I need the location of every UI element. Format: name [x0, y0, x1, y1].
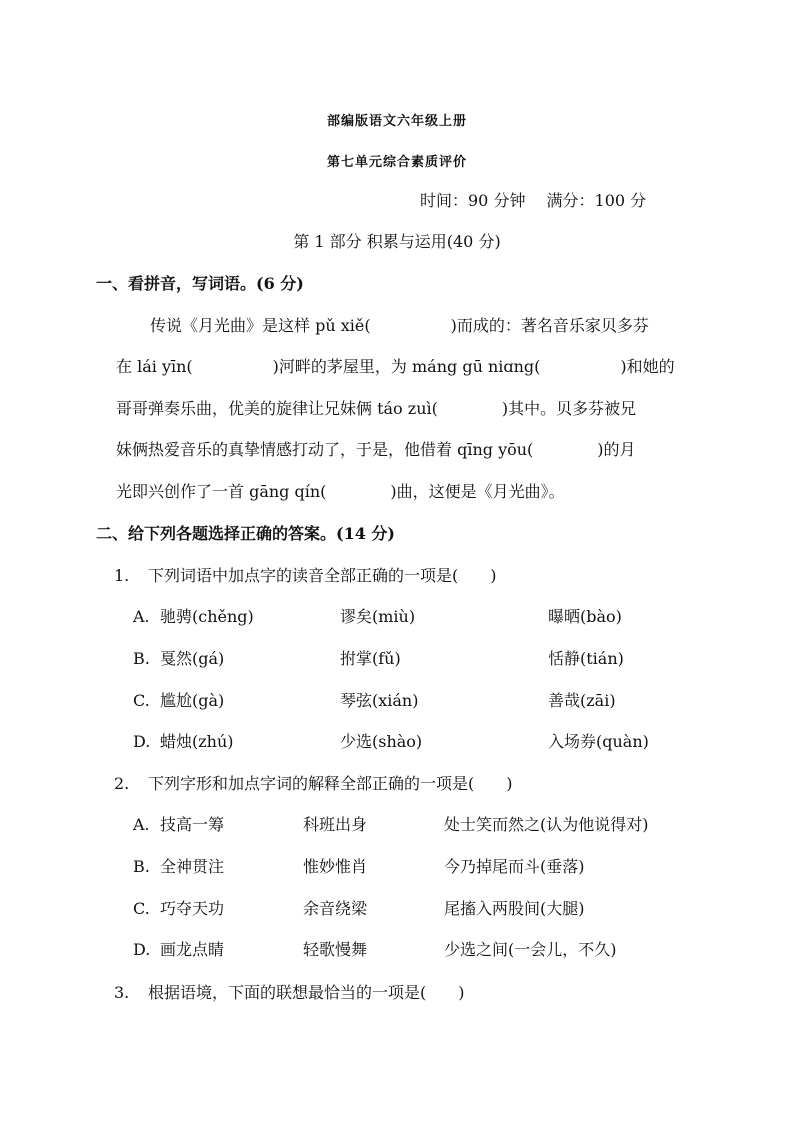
option-item: 巧夺天功 [160, 899, 225, 918]
section-1-line: 哥哥弹奏乐曲，优美的旋律让兄妹俩 táo zuì( )其中。贝多芬被兄 [116, 399, 637, 418]
exam-meta: 时间：90 分钟 满分：100 分 [420, 191, 647, 210]
option-item: 谬矣(miù) [340, 607, 416, 626]
option-item: 曝晒(bào) [548, 607, 622, 626]
option-item: 少选之间(一会儿，不久) [444, 940, 617, 959]
option-item: 恬静(tián) [548, 649, 624, 668]
question-number: 2. [114, 774, 130, 793]
question-text: 下列词语中加点字的读音全部正确的一项是( ) [148, 566, 497, 585]
option-label: D. [133, 732, 151, 751]
option-item: 处士笑而然之(认为他说得对) [444, 815, 649, 834]
option-item: 轻歌慢舞 [303, 940, 368, 959]
section-1-line: 传说《月光曲》是这样 pǔ xiě( )而成的：著名音乐家贝多芬 [150, 316, 649, 335]
document-subtitle: 第七单元综合素质评价 [326, 155, 467, 170]
option-item: 今乃掉尾而斗(垂落) [444, 857, 585, 876]
document-title: 部编版语文六年级上册 [326, 114, 467, 129]
option-item: 科班出身 [303, 815, 368, 834]
option-item: 善哉(zāi) [548, 691, 616, 710]
option-item: 惟妙惟肖 [303, 857, 368, 876]
option-label: A. [133, 607, 150, 626]
option-item: 尾搐入两股间(大腿) [444, 899, 585, 918]
option-item: 少选(shào) [340, 732, 423, 751]
section-1-line: 在 lái yīn( )河畔的茅屋里，为 máng gū niɑng( )和她的 [116, 357, 675, 376]
option-item: 画龙点睛 [160, 940, 225, 959]
option-label: A. [133, 815, 150, 834]
option-item: 余音绕梁 [303, 899, 368, 918]
question-text: 下列字形和加点字词的解释全部正确的一项是( ) [148, 774, 513, 793]
option-label: B. [133, 649, 150, 668]
section-1-line: 妹俩热爱音乐的真挚情感打动了，于是，他借着 qīng yōu( )的月 [116, 440, 636, 459]
option-item: 蜡烛(zhú) [160, 732, 234, 751]
option-item: 尴尬(gà) [160, 691, 225, 710]
option-label: D. [133, 940, 151, 959]
section-1-heading: 一、看拼音，写词语。(6 分) [96, 274, 304, 293]
question-number: 1. [114, 566, 130, 585]
option-label: C. [133, 691, 150, 710]
option-label: B. [133, 857, 150, 876]
option-label: C. [133, 899, 150, 918]
question-number: 3. [114, 983, 130, 1002]
option-item: 驰骋(chěng) [160, 607, 254, 626]
option-item: 琴弦(xián) [340, 691, 419, 710]
question-text: 根据语境，下面的联想最恰当的一项是( ) [148, 983, 465, 1002]
section-1-line: 光即兴创作了一首 gāng qín( )曲，这便是《月光曲》。 [116, 482, 565, 501]
option-item: 拊掌(fǔ) [340, 649, 401, 668]
option-item: 戛然(gá) [160, 649, 225, 668]
part-heading: 第 1 部分 积累与运用(40 分) [293, 232, 501, 251]
option-item: 全神贯注 [160, 857, 225, 876]
option-item: 入场券(quàn) [548, 732, 649, 751]
option-item: 技高一筹 [160, 815, 225, 834]
section-2-heading: 二、给下列各题选择正确的答案。(14 分) [96, 524, 395, 543]
